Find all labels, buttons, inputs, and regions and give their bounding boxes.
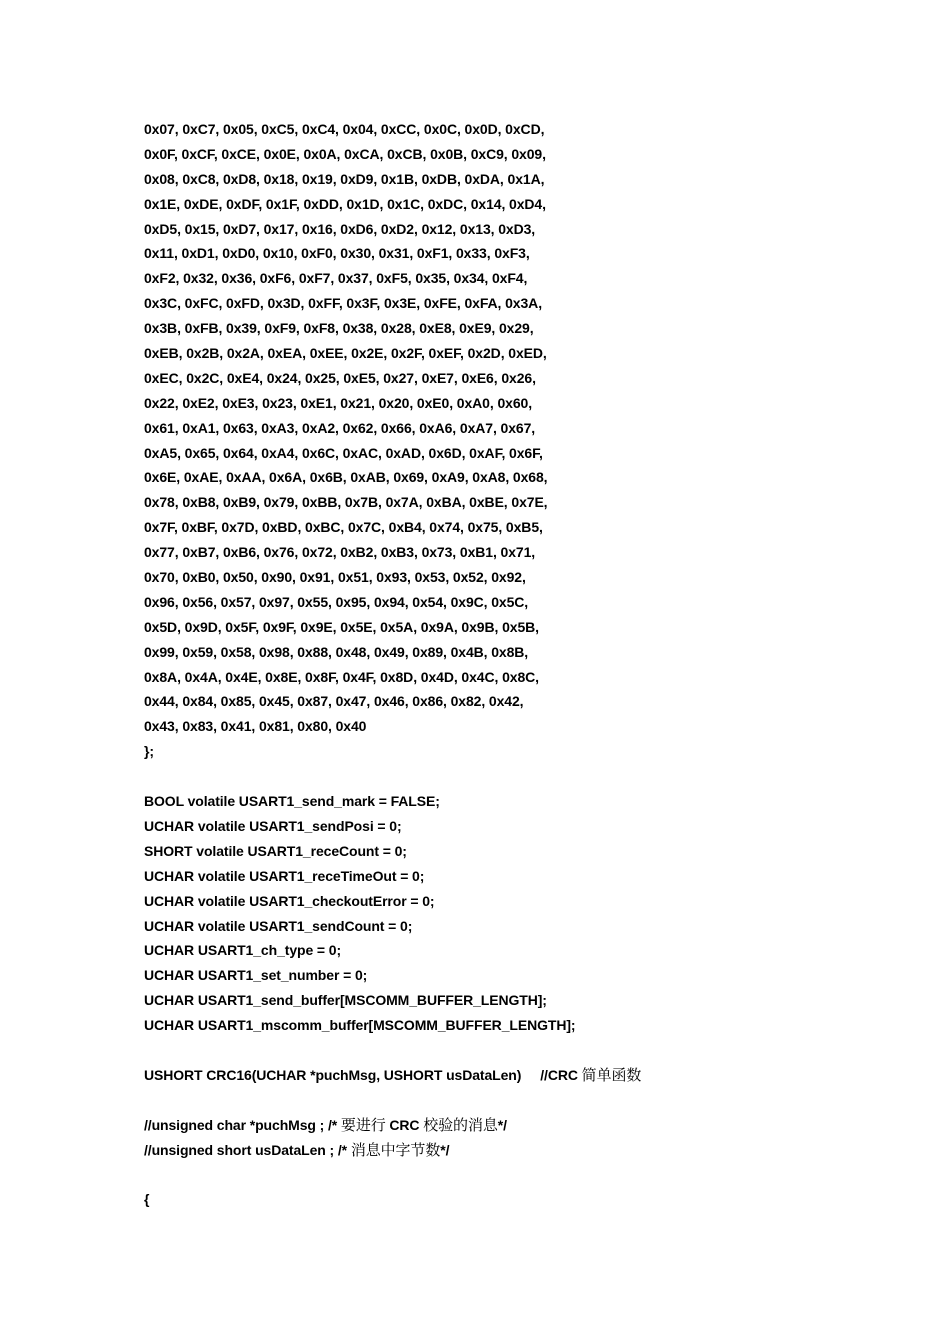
declaration-line: UCHAR volatile USART1_sendCount = 0; <box>144 917 413 934</box>
declaration-line: UCHAR USART1_set_number = 0; <box>144 967 368 984</box>
hex-line: 0xA5, 0x65, 0x64, 0xA4, 0x6C, 0xAC, 0xAD, 0x6D, 0xAF, 0x6F, <box>144 444 543 461</box>
declaration-line: UCHAR USART1_send_buffer[MSCOMM_BUFFER_LENGTH]; <box>144 992 547 1009</box>
hex-line: 0x22, 0xE2, 0xE3, 0x23, 0xE1, 0x21, 0x20, 0xE0, 0xA0, 0x60, <box>144 394 532 411</box>
hex-line: 0x11, 0xD1, 0xD0, 0x10, 0xF0, 0x30, 0x31, 0xF1, 0x33, 0xF3, <box>144 245 530 262</box>
hex-line: 0x1E, 0xDE, 0xDF, 0x1F, 0xDD, 0x1D, 0x1C, 0xDC, 0x14, 0xD4, <box>144 195 546 212</box>
declaration-line: UCHAR volatile USART1_checkoutError = 0; <box>144 892 435 909</box>
hex-line: 0x43, 0x83, 0x41, 0x81, 0x80, 0x40 <box>144 718 367 735</box>
hex-line: 0x08, 0xC8, 0xD8, 0x18, 0x19, 0xD9, 0x1B, 0xDB, 0xDA, 0x1A, <box>144 170 545 187</box>
function-comment: 简单函数 <box>581 1065 642 1084</box>
function-signature <box>144 1063 884 1088</box>
code-text-block <box>144 117 884 1212</box>
param-comment-puchmsg <box>144 1113 884 1138</box>
blank-line <box>144 1038 884 1063</box>
param-comment-usdatalen <box>144 1138 884 1163</box>
blank-line <box>144 1088 884 1113</box>
hex-line: 0x44, 0x84, 0x85, 0x45, 0x87, 0x47, 0x46, 0x86, 0x82, 0x42, <box>144 693 524 710</box>
comment-prefix: //unsigned char *puchMsg ; /* <box>144 1116 341 1133</box>
comment-suffix: */ <box>440 1141 450 1158</box>
hex-line: 0x70, 0xB0, 0x50, 0x90, 0x91, 0x51, 0x93, 0x53, 0x52, 0x92, <box>144 569 526 586</box>
function-signature-code: USHORT CRC16(UCHAR *puchMsg, USHORT usDataLen) //CRC <box>144 1066 582 1083</box>
hex-line: 0x07, 0xC7, 0x05, 0xC5, 0xC4, 0x04, 0xCC, 0x0C, 0x0D, 0xCD, <box>144 121 545 137</box>
hex-line: 0xEC, 0x2C, 0xE4, 0x24, 0x25, 0xE5, 0x27, 0xE7, 0xE6, 0x26, <box>144 369 536 386</box>
comment-suffix: */ <box>497 1116 507 1133</box>
hex-line: 0x6E, 0xAE, 0xAA, 0x6A, 0x6B, 0xAB, 0x69, 0xA9, 0xA8, 0x68, <box>144 469 548 486</box>
hex-line: 0x77, 0xB7, 0xB6, 0x76, 0x72, 0xB2, 0xB3, 0x73, 0xB1, 0x71, <box>144 544 536 561</box>
comment-cjk-text: 校验的消息 <box>423 1115 498 1134</box>
hex-line: 0x78, 0xB8, 0xB9, 0x79, 0xBB, 0x7B, 0x7A, 0xBA, 0xBE, 0x7E, <box>144 494 548 511</box>
declaration-line: BOOL volatile USART1_send_mark = FALSE; <box>144 793 440 810</box>
hex-line: 0x3B, 0xFB, 0x39, 0xF9, 0xF8, 0x38, 0x28, 0xE8, 0xE9, 0x29, <box>144 320 534 337</box>
open-brace: { <box>144 1191 150 1208</box>
hex-line: 0x5D, 0x9D, 0x5F, 0x9F, 0x9E, 0x5E, 0x5A, 0x9A, 0x9B, 0x5B, <box>144 618 539 635</box>
comment-prefix: //unsigned short usDataLen ; /* <box>144 1141 351 1158</box>
declaration-line: UCHAR volatile USART1_receTimeOut = 0; <box>144 867 425 884</box>
hex-line: 0x7F, 0xBF, 0x7D, 0xBD, 0xBC, 0x7C, 0xB4, 0x74, 0x75, 0xB5, <box>144 519 543 536</box>
declaration-line: SHORT volatile USART1_receCount = 0; <box>144 842 407 859</box>
hex-line: 0xEB, 0x2B, 0x2A, 0xEA, 0xEE, 0x2E, 0x2F, 0xEF, 0x2D, 0xED, <box>144 345 547 362</box>
declaration-line: UCHAR USART1_mscomm_buffer[MSCOMM_BUFFER_LENGTH]; <box>144 1017 576 1034</box>
hex-line: 0x0F, 0xCF, 0xCE, 0x0E, 0x0A, 0xCA, 0xCB, 0x0B, 0xC9, 0x09, <box>144 145 546 162</box>
blank-line <box>144 764 884 789</box>
hex-line: 0x8A, 0x4A, 0x4E, 0x8E, 0x8F, 0x4F, 0x8D, 0x4D, 0x4C, 0x8C, <box>144 668 539 685</box>
comment-cjk-text: 要进行 <box>340 1115 386 1134</box>
blank-line <box>144 1162 884 1187</box>
hex-line: 0xF2, 0x32, 0x36, 0xF6, 0xF7, 0x37, 0xF5, 0x35, 0x34, 0xF4, <box>144 270 528 287</box>
comment-middle: CRC <box>385 1116 424 1133</box>
array-close: }; <box>144 743 154 760</box>
comment-cjk-text: 消息中字节数 <box>350 1140 441 1159</box>
hex-line: 0x61, 0xA1, 0x63, 0xA3, 0xA2, 0x62, 0x66, 0xA6, 0xA7, 0x67, <box>144 419 536 436</box>
declaration-line: UCHAR USART1_ch_type = 0; <box>144 942 342 959</box>
hex-line: 0x99, 0x59, 0x58, 0x98, 0x88, 0x48, 0x49, 0x89, 0x4B, 0x8B, <box>144 643 529 660</box>
crc-table-hex-values <box>144 117 884 764</box>
variable-declarations <box>144 789 884 1038</box>
hex-line: 0x96, 0x56, 0x57, 0x97, 0x55, 0x95, 0x94, 0x54, 0x9C, 0x5C, <box>144 593 529 610</box>
hex-line: 0x3C, 0xFC, 0xFD, 0x3D, 0xFF, 0x3F, 0x3E, 0xFE, 0xFA, 0x3A, <box>144 295 542 312</box>
declaration-line: UCHAR volatile USART1_sendPosi = 0; <box>144 817 402 834</box>
hex-line: 0xD5, 0x15, 0xD7, 0x17, 0x16, 0xD6, 0xD2, 0x12, 0x13, 0xD3, <box>144 220 536 237</box>
